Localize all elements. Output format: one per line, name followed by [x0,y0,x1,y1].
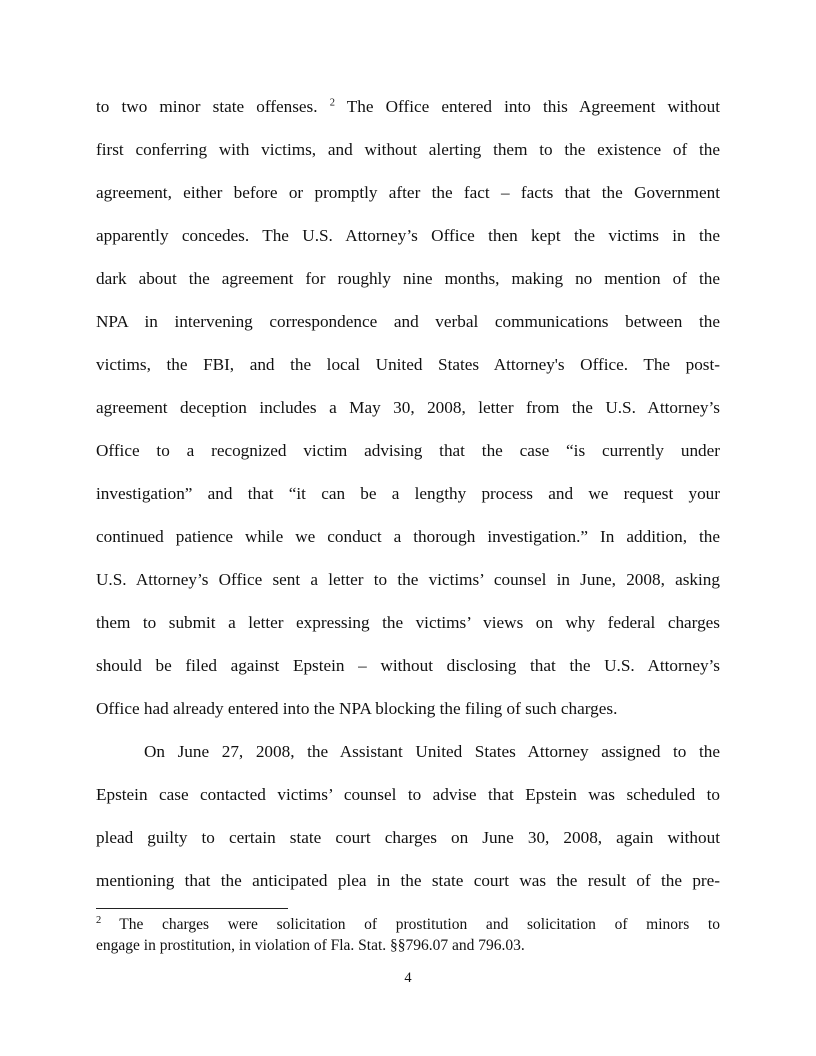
footnote-separator [96,908,288,909]
body-line: agreement deception includes a May 30, 2008, letter from the U.S. Attorney’s [96,398,720,417]
footnote-reference[interactable]: 2 [329,97,335,109]
body-line: first conferring with victims, and without alerting them to the existence of the [96,140,720,159]
paragraph-start-line: On June 27, 2008, the Assistant United States Attorney assigned to the [144,742,720,761]
body-line: them to submit a letter expressing the victims’ views on why federal charges [96,613,720,632]
body-line: plead guilty to certain state court charges on June 30, 2008, again without [96,828,720,847]
body-line: Epstein case contacted victims’ counsel to advise that Epstein was scheduled to [96,785,720,804]
body-line: apparently concedes. The U.S. Attorney’s Office then kept the victims in the [96,226,720,245]
footnote [96,914,720,956]
body-text [96,90,720,907]
footnote-marker: 2 [96,914,102,926]
body-line: victims, the FBI, and the local United States Attorney's Office. The post- [96,355,720,374]
footnote-line: $^2$ The charges were solicitation of prostitution and solicitation of minors to [96,914,720,933]
body-line: NPA in intervening correspondence and verbal communications between the [96,312,720,331]
body-line: dark about the agreement for roughly nine months, making no mention of the [96,269,720,288]
body-line: U.S. Attorney’s Office sent a letter to the victims’ counsel in June, 2008, asking [96,570,720,589]
body-line: continued patience while we conduct a thorough investigation.” In addition, the [96,527,720,546]
footnote-line: engage in prostitution, in violation of Fla. Stat. §§796.07 and 796.03. [96,937,525,954]
body-line: agreement, either before or promptly after the fact – facts that the Government [96,183,720,202]
body-line: mentioning that the anticipated plea in the state court was the result of the pre- [96,871,720,890]
body-line: investigation” and that “it can be a lengthy process and we request your [96,484,720,503]
body-line: should be filed against Epstein – without disclosing that the U.S. Attorney’s [96,656,720,675]
paragraph-end-line: Office had already entered into the NPA blocking the filing of such charges. [96,699,618,718]
page-number: 4 [404,970,412,986]
body-line: Office to a recognized victim advising that the case “is currently under [96,441,720,460]
body-line: to two minor state offenses. $^2$ The Office entered into this Agreement without [96,97,721,116]
